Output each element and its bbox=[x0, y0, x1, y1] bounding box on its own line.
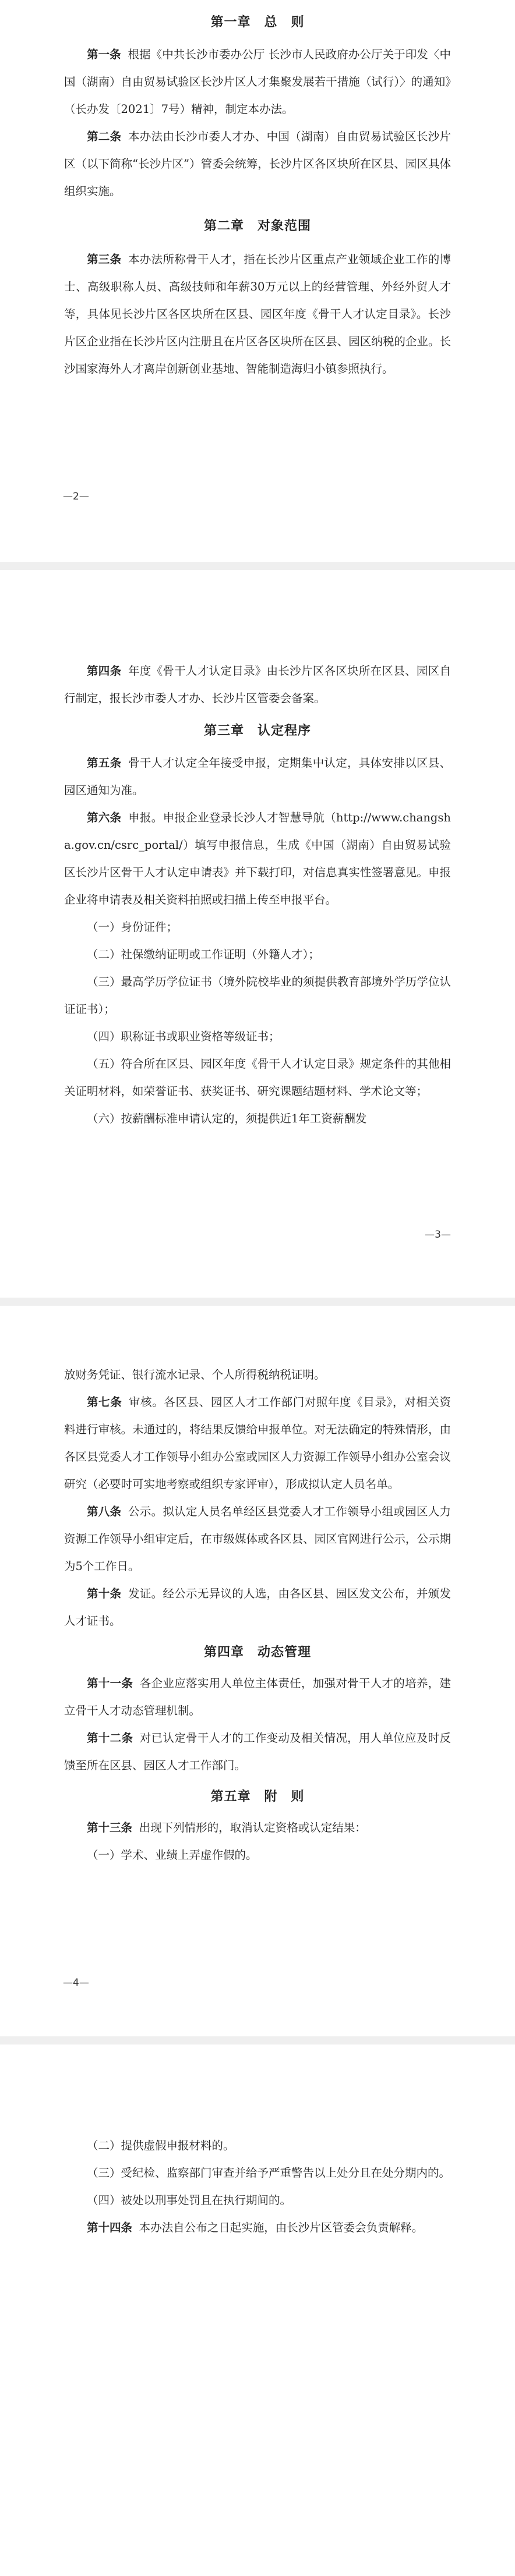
page-number: —3— bbox=[425, 1229, 451, 1241]
article-number: 第十条 bbox=[87, 1587, 122, 1600]
list-item: （五）符合所在区县、园区年度《骨干人才认定目录》规定条件的其他相关证明材料，如荣誉证书、获奖证书、研究课题结题材料、学术论文等； bbox=[64, 1057, 451, 1098]
article-paragraph bbox=[64, 1670, 451, 1724]
article-paragraph bbox=[64, 123, 451, 205]
article-paragraph bbox=[64, 1498, 451, 1580]
page-separator bbox=[0, 1298, 515, 1306]
list-item: （一）身份证件； bbox=[87, 920, 178, 934]
article-text: 各企业应落实用人单位主体责任，加强对骨干人才的培养，建立骨干人才动态管理机制。 bbox=[64, 1677, 451, 1717]
article-paragraph bbox=[64, 246, 451, 382]
list-item: （一）学术、业绩上弄虚作假的。 bbox=[87, 1848, 258, 1862]
list-item: （二）社保缴纳证明或工作证明（外籍人才）； bbox=[87, 948, 320, 961]
chapter-heading: 第三章 认定程序 bbox=[203, 723, 311, 738]
list-item-continued: 放财务凭证、银行流水记录、个人所得税纳税证明。 bbox=[64, 1368, 326, 1381]
document-page bbox=[0, 570, 515, 1298]
article-paragraph bbox=[64, 749, 451, 804]
article-text: 申报。申报企业登录长沙人才智慧导航（http://www.changsha.gov.cn/csrc_portal/）填写申报信息，生成《中国（湖南）自由贸易试验区长沙片区骨干人才认定申请表》并下载打印，对信息真实性签署意见。申报企业将申请表及相关资料拍照或扫描上传至申报平台。 bbox=[64, 811, 451, 906]
article-text: 本办法由长沙市委人才办、中国（湖南）自由贸易试验区长沙片区（以下简称“长沙片区”）管委会统筹，长沙片区各区块所在区县、园区具体组织实施。 bbox=[64, 130, 451, 198]
list-item: （四）被处以刑事处罚且在执行期间的。 bbox=[87, 2194, 292, 2207]
article-text: 对已认定骨干人才的工作变动及相关情况，用人单位应及时反馈至所在区县、园区人才工作部门。 bbox=[64, 1731, 451, 1772]
chapter-heading: 第一章 总 则 bbox=[210, 15, 305, 30]
chapter-heading: 第四章 动态管理 bbox=[203, 1645, 311, 1660]
article-paragraph bbox=[64, 1388, 451, 1498]
chapter-heading: 第二章 对象范围 bbox=[203, 218, 311, 233]
list-item: （四）职称证书或职业资格等级证书； bbox=[87, 1030, 280, 1043]
article-paragraph bbox=[64, 2214, 451, 2241]
article-text: 骨干人才认定全年接受申报，定期集中认定，具体安排以区县、园区通知为准。 bbox=[64, 756, 451, 797]
article-text: 年度《骨干人才认定目录》由长沙片区各区块所在区县、园区自行制定，报长沙市委人才办、长沙片区管委会备案。 bbox=[64, 664, 451, 705]
page-separator bbox=[0, 2036, 515, 2044]
page-number: —2— bbox=[63, 491, 89, 502]
document-page bbox=[0, 0, 515, 553]
article-paragraph bbox=[64, 804, 451, 913]
article-number: 第十四条 bbox=[87, 2221, 133, 2234]
article-number: 第七条 bbox=[87, 1395, 122, 1409]
article-text: 本办法所称骨干人才，指在长沙片区重点产业领域企业工作的博士、高级职称人员、高级技师和年薪30万元以上的经营管理、外经外贸人才等，具体见长沙片区各区块所在区县、园区年度《骨干人才认定目录》。长沙片区企业指在长沙片区内注册且在片区各区块所在区县、园区纳税的企业。长沙国家海外人才离岸创新创业基地、智能制造海归小镇参照执行。 bbox=[64, 253, 451, 375]
article-number: 第八条 bbox=[87, 1505, 122, 1518]
article-paragraph bbox=[64, 1580, 451, 1635]
list-item: （六）按薪酬标准申请认定的，须提供近1年工资薪酬发 bbox=[87, 1112, 367, 1125]
article-number: 第一条 bbox=[87, 48, 121, 61]
article-text: 发证。经公示无异议的人选，由各区县、园区发文公布，并颁发人才证书。 bbox=[64, 1587, 451, 1628]
article-number: 第三条 bbox=[87, 253, 122, 266]
article-text: 审核。各区县、园区人才工作部门对照年度《目录》，对相关资料进行审核。未通过的，将结果反馈给申报单位。对无法确定的特殊情形，由各区县党委人才工作领导小组办公室或园区人力资源工作领导小组办公室会议研究（必要时可实地考察或组织专家评审），形成拟认定人员名单。 bbox=[64, 1395, 451, 1491]
chapter-heading: 第五章 附 则 bbox=[210, 1789, 305, 1804]
list-item: （三）受纪检、监察部门审查并给予严重警告以上处分且在处分期内的。 bbox=[87, 2166, 451, 2180]
article-number: 第六条 bbox=[87, 811, 122, 824]
document-page bbox=[0, 2044, 515, 2576]
article-paragraph bbox=[64, 657, 451, 712]
article-text: 出现下列情形的，取消认定资格或认定结果： bbox=[139, 1821, 366, 1834]
article-paragraph bbox=[64, 1724, 451, 1779]
article-number: 第二条 bbox=[87, 130, 122, 143]
article-number: 第十二条 bbox=[87, 1731, 133, 1745]
article-text: 公示。拟认定人员名单经区县党委人才工作领导小组或园区人力资源工作领导小组审定后，在市级媒体或各区县、园区官网进行公示，公示期为5个工作日。 bbox=[64, 1505, 451, 1573]
document-page bbox=[0, 1306, 515, 2036]
page-number: —4— bbox=[63, 1977, 89, 1989]
article-number: 第十一条 bbox=[87, 1677, 133, 1690]
article-text: 根据《中共长沙市委办公厅 长沙市人民政府办公厅关于印发〈中国（湖南）自由贸易试验区长沙片区人才集聚发展若干措施（试行）〉的通知》（长办发〔2021〕7号）精神，制定本办法。 bbox=[64, 48, 451, 116]
article-paragraph bbox=[64, 1814, 451, 1841]
page-separator bbox=[0, 562, 515, 570]
list-item: （三）最高学历学位证书（境外院校毕业的须提供教育部境外学历学位认证证书）； bbox=[64, 975, 451, 1016]
article-paragraph bbox=[64, 41, 451, 123]
article-number: 第五条 bbox=[87, 756, 122, 770]
article-number: 第四条 bbox=[87, 664, 122, 678]
article-number: 第十三条 bbox=[87, 1821, 133, 1834]
article-text: 本办法自公布之日起实施，由长沙片区管委会负责解释。 bbox=[139, 2221, 424, 2234]
list-item: （二）提供虚假申报材料的。 bbox=[87, 2139, 235, 2152]
